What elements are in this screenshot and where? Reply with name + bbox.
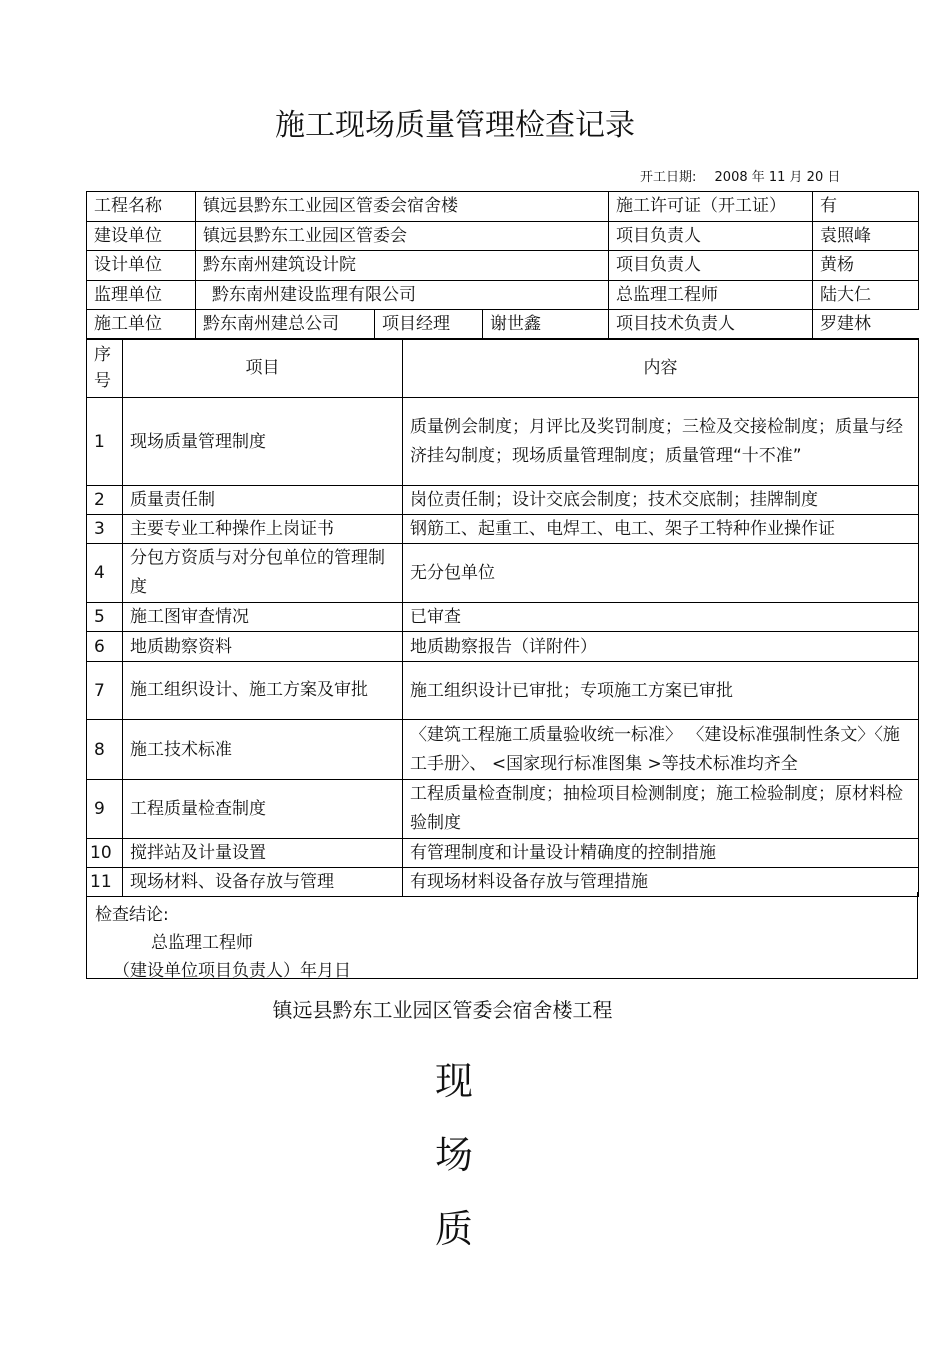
project-info-table — [86, 191, 919, 340]
row-item: 施工组织设计、施工方案及审批 — [123, 662, 403, 720]
row-construction-unit — [87, 221, 919, 251]
row-number: 6 — [87, 632, 123, 662]
table-row — [87, 839, 919, 868]
label-permit: 施工许可证（开工证） — [609, 192, 813, 222]
label-project-name: 工程名称 — [87, 192, 196, 222]
table-row — [87, 632, 919, 662]
value-tech-lead: 罗建林 — [813, 310, 919, 340]
label-chief-engineer: 总监理工程师 — [609, 280, 813, 310]
table-row — [87, 486, 919, 515]
start-date — [640, 166, 840, 185]
label-project-manager: 项目经理 — [375, 310, 483, 340]
value-permit: 有 — [813, 192, 919, 222]
row-supervision-unit — [87, 280, 919, 310]
row-item: 现场质量管理制度 — [123, 398, 403, 486]
table-row — [87, 544, 919, 603]
conclusion-label: 检查结论: — [95, 905, 169, 925]
row-project-name — [87, 192, 919, 222]
table-row — [87, 515, 919, 544]
row-content: 无分包单位 — [403, 544, 919, 603]
cover-char-2: 场 — [434, 1133, 473, 1177]
label-contractor: 施工单位 — [87, 310, 196, 340]
value-project-manager: 谢世鑫 — [483, 310, 609, 340]
table-row — [87, 603, 919, 632]
row-content: 钢筋工、起重工、电焊工、电工、架子工特种作业操作证 — [403, 515, 919, 544]
row-content: 已审查 — [403, 603, 919, 632]
cover-char-3: 质 — [434, 1207, 473, 1251]
row-number: 7 — [87, 662, 123, 720]
table-row — [87, 720, 919, 780]
value-construction-manager: 袁照峰 — [813, 221, 919, 251]
cover-char-1: 现 — [434, 1059, 473, 1103]
value-contractor: 黔东南州建总公司 — [196, 310, 375, 340]
table-row — [87, 398, 919, 486]
label-design-unit: 设计单位 — [87, 251, 196, 281]
row-content: 质量例会制度；月评比及奖罚制度；三检及交接检制度；质量与经济挂勾制度；现场质量管理制度；质量管理“十不准” — [403, 398, 919, 486]
header-content: 内容 — [403, 339, 919, 398]
row-number: 8 — [87, 720, 123, 780]
value-construction-unit: 镇远县黔东工业园区管委会 — [196, 221, 609, 251]
value-supervision-unit: 黔东南州建设监理有限公司 — [196, 280, 609, 310]
label-supervision-unit: 监理单位 — [87, 280, 196, 310]
label-tech-lead: 项目技术负责人 — [609, 310, 813, 340]
start-date-label: 开工日期: — [640, 170, 697, 185]
row-item: 现场材料、设备存放与管理 — [123, 868, 403, 897]
owner-sign-date: （建设单位项目负责人）年月日 — [113, 961, 351, 981]
row-content: 〈建筑工程施工质量验收统一标准〉 〈建设标准强制性条文〉〈施工手册〉、 <国家现行标准图集 >等技术标准均齐全 — [403, 720, 919, 780]
row-content: 有现场材料设备存放与管理措施 — [403, 868, 919, 897]
chief-engineer-sign: 总监理工程师 — [151, 933, 253, 953]
row-item: 地质勘察资料 — [123, 632, 403, 662]
page-title: 施工现场质量管理检查记录 — [275, 108, 635, 143]
table-row — [87, 780, 919, 839]
row-number: 9 — [87, 780, 123, 839]
start-date-value: 2008 年 11 月 20 日 — [714, 170, 841, 185]
row-item: 工程质量检查制度 — [123, 780, 403, 839]
row-design-unit — [87, 251, 919, 281]
table-header-row — [87, 339, 919, 398]
conclusion-box — [86, 892, 918, 979]
label-construction-unit: 建设单位 — [87, 221, 196, 251]
header-item: 项目 — [123, 339, 403, 398]
label-construction-manager: 项目负责人 — [609, 221, 813, 251]
table-row — [87, 662, 919, 720]
header-seq: 序号 — [87, 339, 123, 398]
row-item: 主要专业工种操作上岗证书 — [123, 515, 403, 544]
row-number: 1 — [87, 398, 123, 486]
row-number: 5 — [87, 603, 123, 632]
row-item: 搅拌站及计量设置 — [123, 839, 403, 868]
row-content: 地质勘察报告（详附件） — [403, 632, 919, 662]
row-number: 2 — [87, 486, 123, 515]
row-number: 11 — [87, 868, 123, 897]
row-item: 质量责任制 — [123, 486, 403, 515]
inspection-table — [86, 338, 919, 897]
row-item: 施工技术标准 — [123, 720, 403, 780]
row-number: 4 — [87, 544, 123, 603]
row-content: 岗位责任制；设计交底会制度；技术交底制；挂牌制度 — [403, 486, 919, 515]
value-chief-engineer: 陆大仁 — [813, 280, 919, 310]
row-number: 3 — [87, 515, 123, 544]
row-item: 施工图审查情况 — [123, 603, 403, 632]
value-design-manager: 黄杨 — [813, 251, 919, 281]
value-project-name: 镇远县黔东工业园区管委会宿舍楼 — [196, 192, 609, 222]
row-item: 分包方资质与对分包单位的管理制度 — [123, 544, 403, 603]
row-content: 施工组织设计已审批；专项施工方案已审批 — [403, 662, 919, 720]
label-design-manager: 项目负责人 — [609, 251, 813, 281]
row-number: 10 — [87, 839, 123, 868]
value-design-unit: 黔东南州建筑设计院 — [196, 251, 609, 281]
row-contractor — [87, 310, 919, 340]
row-content: 有管理制度和计量设计精确度的控制措施 — [403, 839, 919, 868]
row-content: 工程质量检查制度；抽检项目检测制度；施工检验制度；原材料检验制度 — [403, 780, 919, 839]
next-page-project-title: 镇远县黔东工业园区管委会宿舍楼工程 — [272, 998, 613, 1022]
